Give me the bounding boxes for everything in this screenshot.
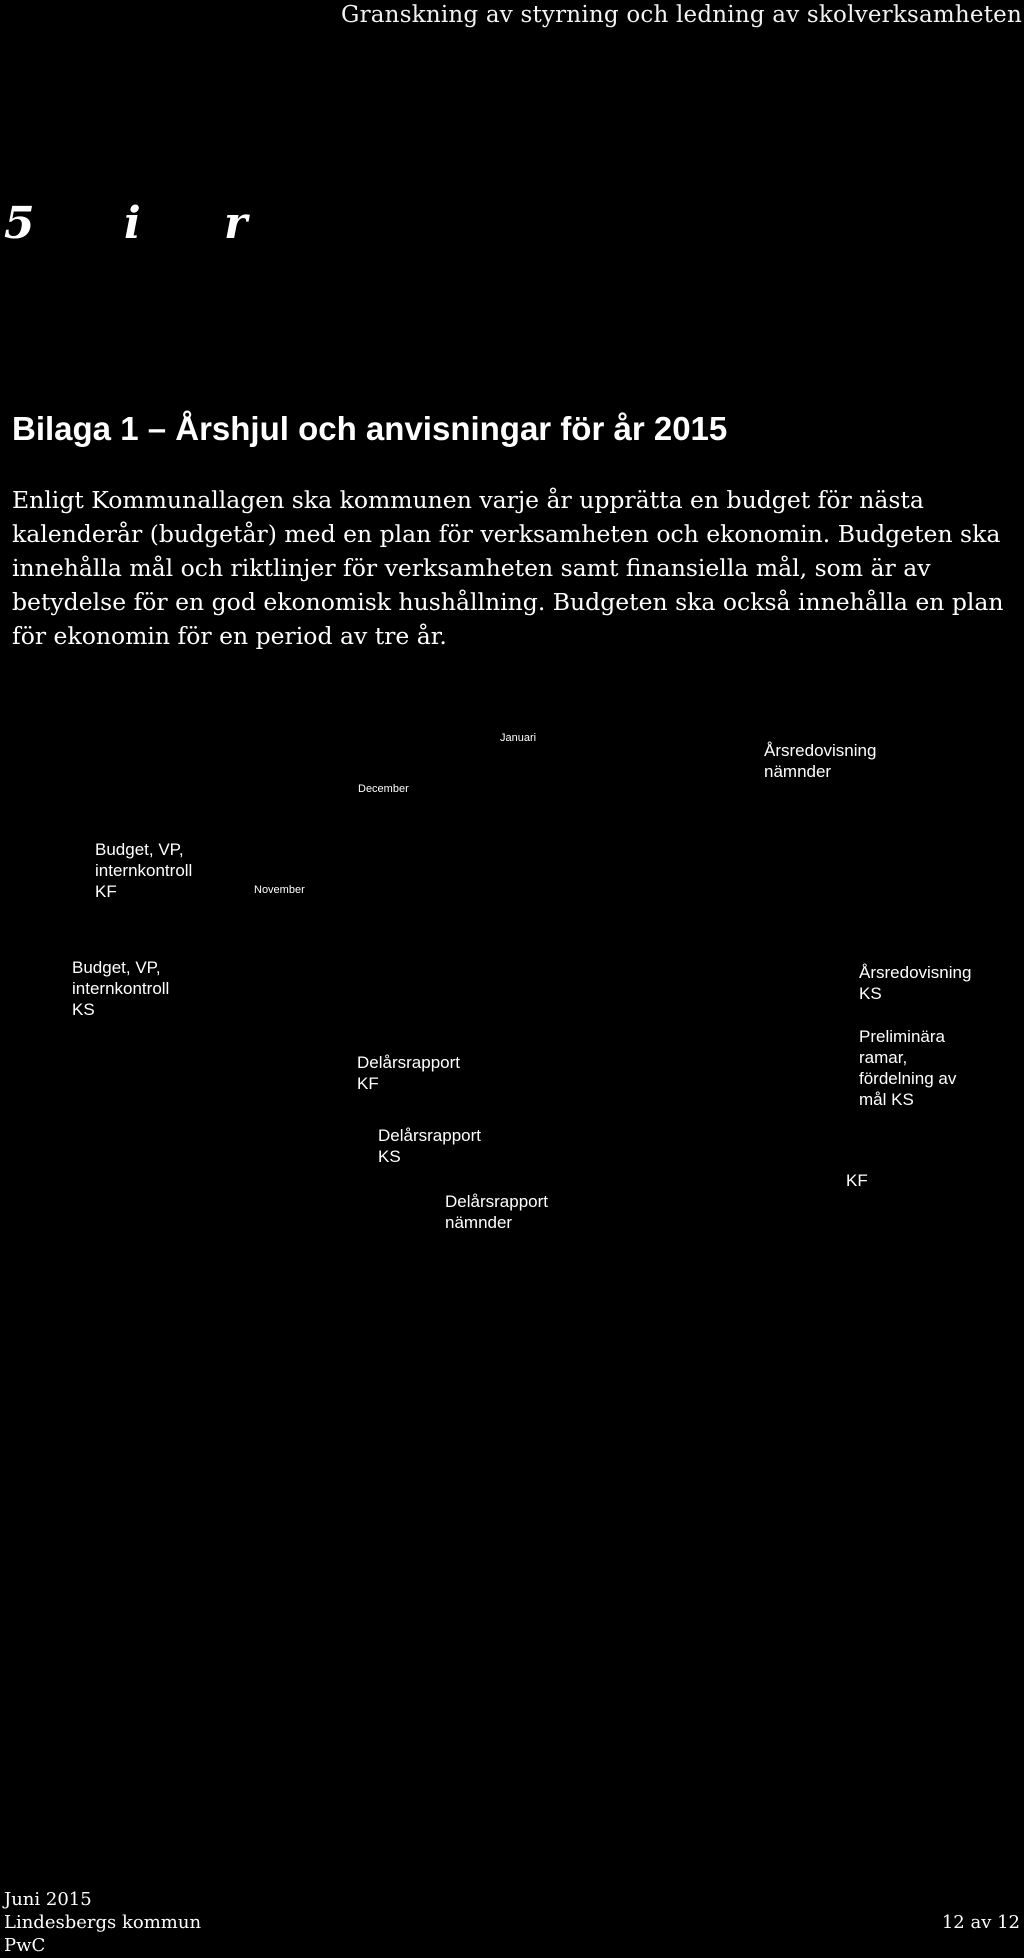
label-delarsrapport-ks: Delårsrapport KS [378,1126,481,1166]
label-delarsrapport-kf: Delårsrapport KF [357,1053,460,1093]
section-heading [4,198,247,249]
section-number: 5 [4,198,35,249]
month-january: Januari [500,732,537,744]
footer-date: Juni 2015 [4,1889,92,1910]
label-preliminara-ramar: Preliminära ramar, fördelning av mål KS [859,1027,957,1109]
month-december: December [358,783,409,795]
footer-page-number: 12 av 12 [941,1912,1020,1933]
label-arsredovisning-ks: Årsredovisning KS [859,963,972,1003]
label-kf: KF [846,1171,868,1190]
footer-organization: Lindesbergs kommun [4,1912,202,1933]
appendix-title: Bilaga 1 – Årshjul och anvisningar för år 2015 [12,410,728,447]
label-budget-kf: Budget, VP, internkontroll KF [95,840,193,901]
section-heading-fragment: i [124,198,141,249]
label-budget-ks: Budget, VP, internkontroll KS [72,958,170,1019]
month-november: November [254,884,305,896]
appendix-paragraph: Enligt Kommunallagen ska kommunen varje år upprätta en budget för nästa kalenderår (budgetår) med en plan för verksamheten och ekonomin. Budgeten ska innehålla mål och riktlinjer för verksamheten samt finansiella mål, som är av betydelse för en god ekonomisk hushållning. Budgeten ska också innehålla en plan för ekonomin för en period av tre år. [12,486,1004,650]
label-delarsrapport-namnder: Delårsrapport nämnder [445,1192,548,1232]
footer-firm: PwC [4,1935,46,1956]
section-heading-fragment: r [224,198,248,249]
label-arsredovisning-namnder: Årsredovisning nämnder [764,741,877,781]
running-header: Granskning av styrning och ledning av skolverksamheten [341,2,1022,28]
